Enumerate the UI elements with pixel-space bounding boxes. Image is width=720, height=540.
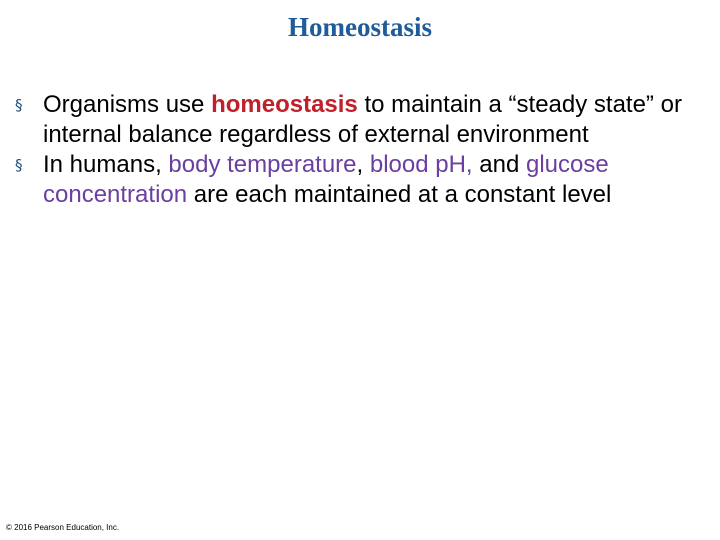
bullet-square-icon: § bbox=[15, 96, 23, 114]
keyword-blood-ph: blood pH, bbox=[369, 151, 473, 178]
keyword-body-temperature: body temperature bbox=[168, 151, 357, 178]
bullet-square-icon: § bbox=[15, 156, 23, 174]
bullet-text-normal: and bbox=[472, 151, 526, 178]
bullet-text-normal: Organisms use bbox=[43, 91, 212, 118]
bullet-text-normal: to maintain a “steady state” or internal balance regardless of external environment bbox=[43, 91, 682, 148]
keyword-glucose-concentration: glucose concentration bbox=[43, 151, 609, 208]
keyword-homeostasis: homeostasis bbox=[211, 91, 358, 118]
bullet-text-normal: , bbox=[356, 151, 370, 178]
bullet-text-normal: are each maintained at a constant level bbox=[187, 181, 612, 208]
bullet-text-normal: In humans, bbox=[43, 151, 169, 178]
copyright-footer: © 2016 Pearson Education, Inc. bbox=[6, 523, 120, 532]
bullet-item bbox=[14, 150, 694, 210]
bullet-item bbox=[14, 90, 694, 150]
bullet-list bbox=[14, 90, 694, 210]
slide-title: Homeostasis bbox=[288, 12, 432, 42]
